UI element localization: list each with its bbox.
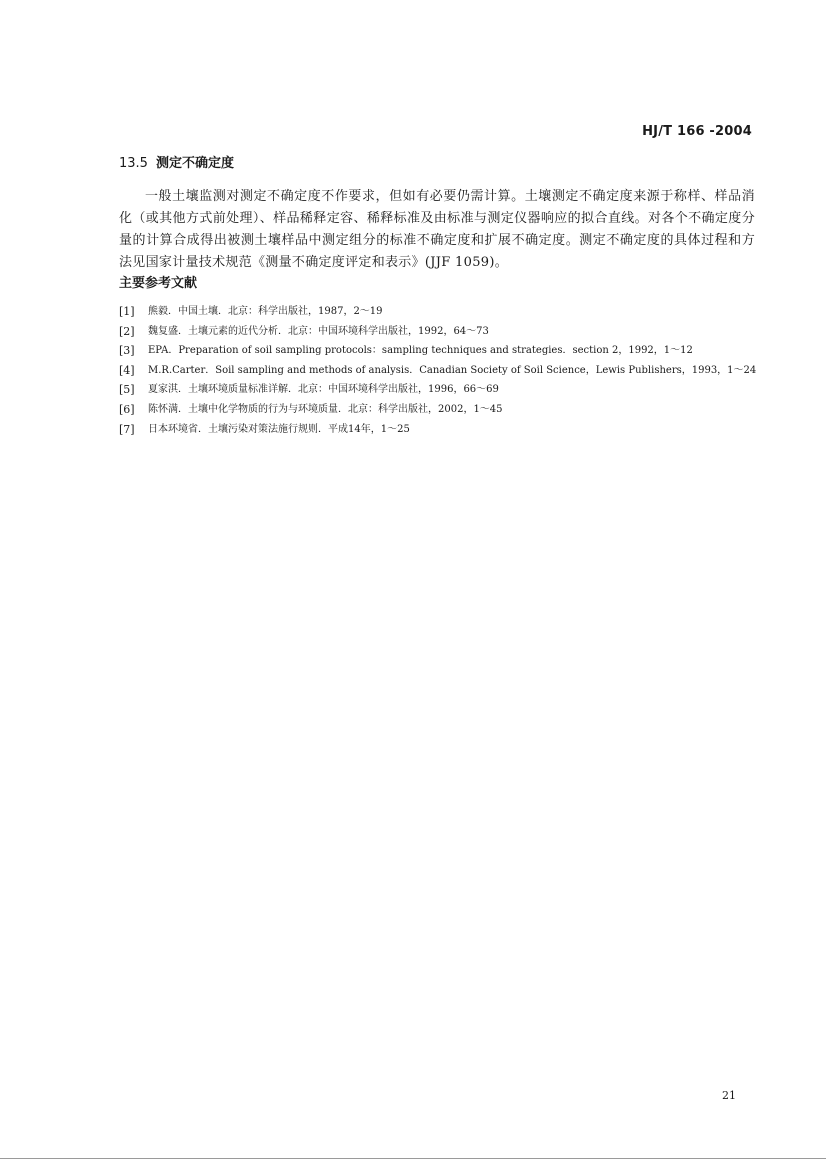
reference-item — [119, 302, 759, 322]
reference-text: 夏家淇．土壤环境质量标准详解．北京：中国环境科学出版社，1996，66～69 — [148, 384, 499, 396]
references-list — [119, 302, 759, 439]
reference-text: EPA．Preparation of soil sampling protocols：sampling techniques and strategies．section 2，1992，1～12 — [148, 345, 693, 357]
page-bottom-divider — [0, 1158, 826, 1159]
reference-index: [3] — [119, 344, 135, 358]
reference-item — [119, 380, 759, 400]
reference-item — [119, 400, 759, 420]
section-heading — [119, 152, 234, 171]
reference-text: 魏复盛．土壤元素的近代分析．北京：中国环境科学出版社，1992，64～73 — [148, 325, 489, 337]
reference-text: 熊毅．中国土壤．北京：科学出版社，1987，2～19 — [148, 306, 383, 317]
standard-code: HJ/T 166 -2004 — [642, 124, 752, 139]
section-paragraph: 一般土壤监测对测定不确定度不作要求，但如有必要仍需计算。土壤测定不确定度来源于称样、样品消化（或其他方式前处理）、样品稀释定容、稀释标准及由标准与测定仪器响应的拟合直线。对各个不确定度分量的计算合成得出被测土壤样品中测定组分的标准不确定度和扩展不确定度。测定不确定度的具体过程和方法见国家计量技术规范《测量不确定度评定和表示》(JJF 1059)。 — [119, 189, 755, 270]
references-heading: 主要参考文献 — [119, 276, 198, 291]
reference-text: M.R.Carter．Soil sampling and methods of analysis．Canadian Society of Soil Science，Lewis Publishers，1993，1～24 — [148, 364, 757, 376]
reference-index: [4] — [119, 363, 135, 377]
reference-item — [119, 322, 759, 342]
reference-index: [1] — [119, 305, 135, 318]
section-number: 13.5 — [119, 156, 148, 171]
reference-index: [5] — [119, 383, 135, 397]
reference-index: [2] — [119, 324, 135, 338]
reference-item — [119, 341, 759, 361]
reference-text: 陈怀满．土壤中化学物质的行为与环境质量．北京：科学出版社，2002，1～45 — [148, 403, 503, 415]
page-number: 21 — [722, 1089, 736, 1102]
reference-index: [7] — [119, 422, 135, 436]
reference-text: 日本环境省．土壤污染对策法施行规则．平成14年，1～25 — [148, 423, 410, 435]
reference-item — [119, 420, 759, 440]
reference-item — [119, 361, 759, 381]
reference-index: [6] — [119, 402, 135, 416]
section-title: 测定不确定度 — [155, 156, 234, 171]
